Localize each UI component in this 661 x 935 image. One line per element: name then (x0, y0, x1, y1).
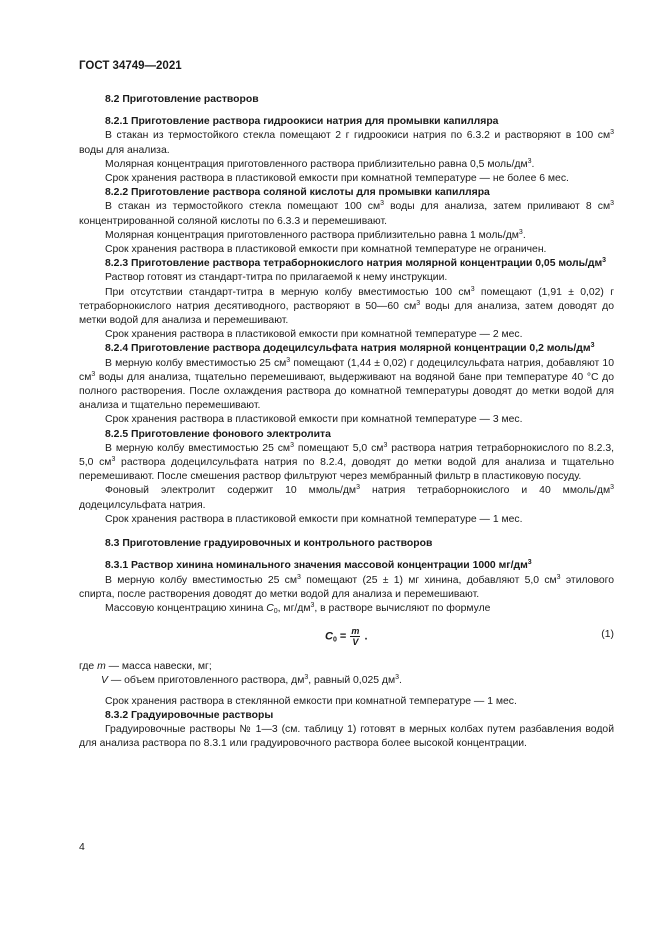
section-8-2-5-heading: 8.2.5 Приготовление фонового электролита (105, 428, 331, 440)
paragraph: В стакан из термостойкого стекла помещают 100 $см^3$ воды для анализа, затем приливают 8 $см^3$ концентрированной соляной кислоты по 6.3.3 и перемешивают. (79, 200, 614, 227)
paragraph: Срок хранения раствора в пластиковой емкости при комнатной температуре — 1 мес. (105, 513, 523, 525)
paragraph: Срок хранения раствора в пластиковой емкости при комнатной температуре не ограничен. (105, 244, 547, 256)
page-body (79, 93, 614, 751)
legend-line: V — объем приготовленного раствора, $дм^3$, равный 0,025 $дм^3$. (101, 674, 402, 687)
paragraph: Раствор готовят из стандарт-титра по прилагаемой к нему инструкции. (105, 272, 448, 284)
paragraph: При отсутствии стандарт-титра в мерную колбу вместимостью 100 $см^3$ помещают (1,91 ± 0,02) г тетраборнокислого натрия десятиводного, растворяют в 50—60 $см^3$ воды для анализа, затем доводят до метки водой для анализа и перемешивают. (79, 285, 614, 327)
formula-number: (1) (601, 629, 614, 641)
paragraph: В мерную колбу вместимостью 25 $см^3$ помещают (25 ± 1) мг хинина, добавляют 5,0 $см^3$ этилового спирта, после растворения доводят до метки водой для анализа и перемешивают. (79, 573, 614, 600)
paragraph: Молярная концентрация приготовленного раствора приблизительно равна 0,5 моль/$дм^3$. (105, 157, 535, 170)
paragraph: В мерную колбу вместимостью 25 $см^3$ помещают (1,44 ± 0,02) г додецилсульфата натрия, добавляют 10 $см^3$ воды для анализа, тщательно перемешивают, выдерживают на водяной бане при температуре 40 °С до полного растворения. После охлаждения раствора до комнатной температуры доводят до метки водой для анализа и тщательно перемешивают. (79, 356, 614, 412)
section-8-3-1-heading: 8.3.1 Раствор хинина номинального значения массовой концентрации 1000 $мг/дм^3$ (105, 559, 532, 572)
section-8-3-heading: 8.3 Приготовление градуировочных и контрольного растворов (105, 538, 433, 550)
formula-legend (79, 660, 614, 688)
section-8-2-heading: 8.2 Приготовление растворов (105, 94, 259, 105)
paragraph: Молярная концентрация приготовленного раствора приблизительно равна 1 моль/$дм^3$. (105, 228, 526, 241)
page-header: ГОСТ 34749—2021 (79, 60, 182, 72)
section-8-2-1-heading: 8.2.1 Приготовление раствора гидроокиси натрия для промывки капилляра (105, 116, 499, 128)
formula-1 (79, 626, 614, 652)
paragraph: Срок хранения раствора в пластиковой емкости при комнатной температуре — не более 6 мес. (105, 173, 569, 185)
section-8-2-3-heading: 8.2.3 Приготовление раствора тетраборнокислого натрия молярной концентрации 0,05 моль/$дм^3$ (105, 257, 607, 270)
legend-line: где m — масса навески, мг; (79, 661, 212, 673)
paragraph: Фоновый электролит содержит 10 ммоль/$дм^3$ натрия тетраборнокислого и 40 ммоль/$дм^3$ додецилсульфата натрия. (79, 484, 614, 511)
paragraph: Срок хранения раствора в стеклянной емкости при комнатной температуре — 1 мес. (105, 695, 517, 707)
paragraph: В стакан из термостойкого стекла помещают 2 г гидроокиси натрия по 6.3.2 и растворяют в 100 $см^3$ воды для анализа. (79, 129, 614, 156)
section-8-2-2-heading: 8.2.2 Приготовление раствора соляной кислоты для промывки капилляра (105, 187, 490, 199)
fraction: $\frac{m}{V}$ (351, 626, 360, 648)
paragraph: Массовую концентрацию хинина $C_0$, $мг/дм^3$, в растворе вычисляют по формуле (105, 601, 491, 615)
section-8-2-4-heading: 8.2.4 Приготовление раствора додецилсульфата натрия молярной концентрации 0,2 моль/$дм^3$ (105, 342, 595, 355)
paragraph: В мерную колбу вместимостью 25 $см^3$ помещают 5,0 $см^3$ раствора натрия тетраборнокислого по 8.2.3, 5,0 $см^3$ раствора додецилсульфата натрия по 8.2.4, доводят до метки водой для анализа и тщательно перемешивают. После смешения раствор фильтруют через мембранный фильтр в пластиковую посуду. (79, 441, 615, 483)
section-8-3-2-heading: 8.3.2 Градуировочные растворы (105, 709, 274, 721)
paragraph: Срок хранения раствора в пластиковой емкости при комнатной температуре — 3 мес. (105, 414, 523, 426)
paragraph: Градуировочные растворы № 1—3 (см. таблицу 1) готовят в мерных колбах путем разбавления водой для анализа раствора по 8.3.1 или градуировочного раствора более высокой концентрации. (79, 723, 614, 750)
paragraph: Срок хранения раствора в пластиковой емкости при комнатной температуре — 2 мес. (105, 329, 523, 341)
formula-expression: $C_0$ = $\frac{m}{V}$ . (325, 626, 368, 648)
page-number: 4 (79, 842, 85, 853)
